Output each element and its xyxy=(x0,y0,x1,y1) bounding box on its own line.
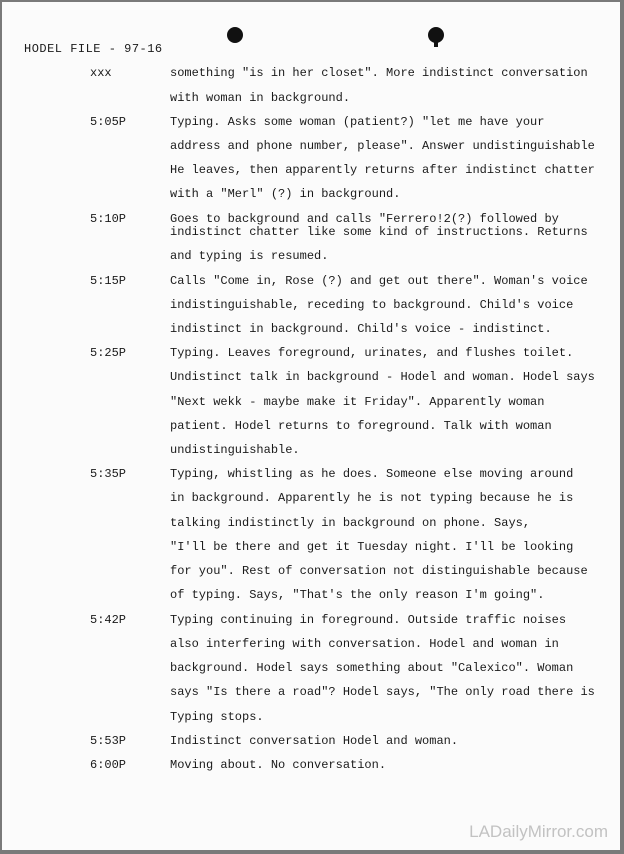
entry-line: Typing continuing in foreground. Outside traffic noises xyxy=(170,613,567,627)
file-header: HODEL FILE - 97-16 xyxy=(24,42,163,56)
punch-hole xyxy=(428,27,444,43)
entry-line: Typing. Asks some woman (patient?) "let me have your xyxy=(170,115,545,129)
entry-line: He leaves, then apparently returns after indistinct chatter xyxy=(170,163,595,177)
entry-line: address and phone number, please". Answer undistinguishable xyxy=(170,139,595,153)
entry-line: indistinct chatter like some kind of instructions. Returns xyxy=(170,225,588,239)
entry-line: patient. Hodel returns to foreground. Talk with woman xyxy=(170,419,552,433)
entry-line: talking indistinctly in background on phone. Says, xyxy=(170,516,531,530)
entry-time: 5:42P xyxy=(90,613,127,627)
entry-time: xxx xyxy=(90,66,112,80)
entry-line: says "Is there a road"? Hodel says, "The only road there is xyxy=(170,685,595,699)
entry-line: background. Hodel says something about "Calexico". Woman xyxy=(170,661,574,675)
entry-line: Moving about. No conversation. xyxy=(170,758,387,772)
entry-line: with woman in background. xyxy=(170,91,351,105)
entry-time: 5:35P xyxy=(90,467,127,481)
entry-line: in background. Apparently he is not typing because he is xyxy=(170,491,574,505)
entry-time: 5:15P xyxy=(90,274,127,288)
entry-time: 5:05P xyxy=(90,115,127,129)
entry-line: Typing stops. xyxy=(170,710,264,724)
entry-line: with a "Merl" (?) in background. xyxy=(170,187,401,201)
entry-line: "Next wekk - maybe make it Friday". Apparently woman xyxy=(170,395,545,409)
site-watermark: LADailyMirror.com xyxy=(469,822,608,841)
entry-line: for you". Rest of conversation not distinguishable because xyxy=(170,564,588,578)
entry-line: Indistinct conversation Hodel and woman. xyxy=(170,734,459,748)
document-page xyxy=(2,2,620,850)
entry-line: Undistinct talk in background - Hodel and woman. Hodel says xyxy=(170,370,595,384)
entry-line: Typing. Leaves foreground, urinates, and flushes toilet. xyxy=(170,346,574,360)
entry-line: Goes to background and calls "Ferrero!2(?) followed by xyxy=(170,212,559,226)
entry-time: 6:00P xyxy=(90,758,127,772)
entry-line: Typing, whistling as he does. Someone else moving around xyxy=(170,467,574,481)
entry-line: also interfering with conversation. Hodel and woman in xyxy=(170,637,559,651)
entry-line: indistinguishable, receding to background. Child's voice xyxy=(170,298,574,312)
entry-line: undistinguishable. xyxy=(170,443,300,457)
entry-time: 5:53P xyxy=(90,734,127,748)
punch-hole xyxy=(227,27,243,43)
entry-line: Calls "Come in, Rose (?) and get out there". Woman's voice xyxy=(170,274,588,288)
entry-time: 5:25P xyxy=(90,346,127,360)
entry-line: of typing. Says, "That's the only reason I'm going". xyxy=(170,588,545,602)
entry-line: "I'll be there and get it Tuesday night. I'll be looking xyxy=(170,540,574,554)
entry-line: and typing is resumed. xyxy=(170,249,329,263)
entry-line: something "is in her closet". More indistinct conversation xyxy=(170,66,588,80)
entry-line: indistinct in background. Child's voice - indistinct. xyxy=(170,322,552,336)
entry-time: 5:10P xyxy=(90,212,127,226)
